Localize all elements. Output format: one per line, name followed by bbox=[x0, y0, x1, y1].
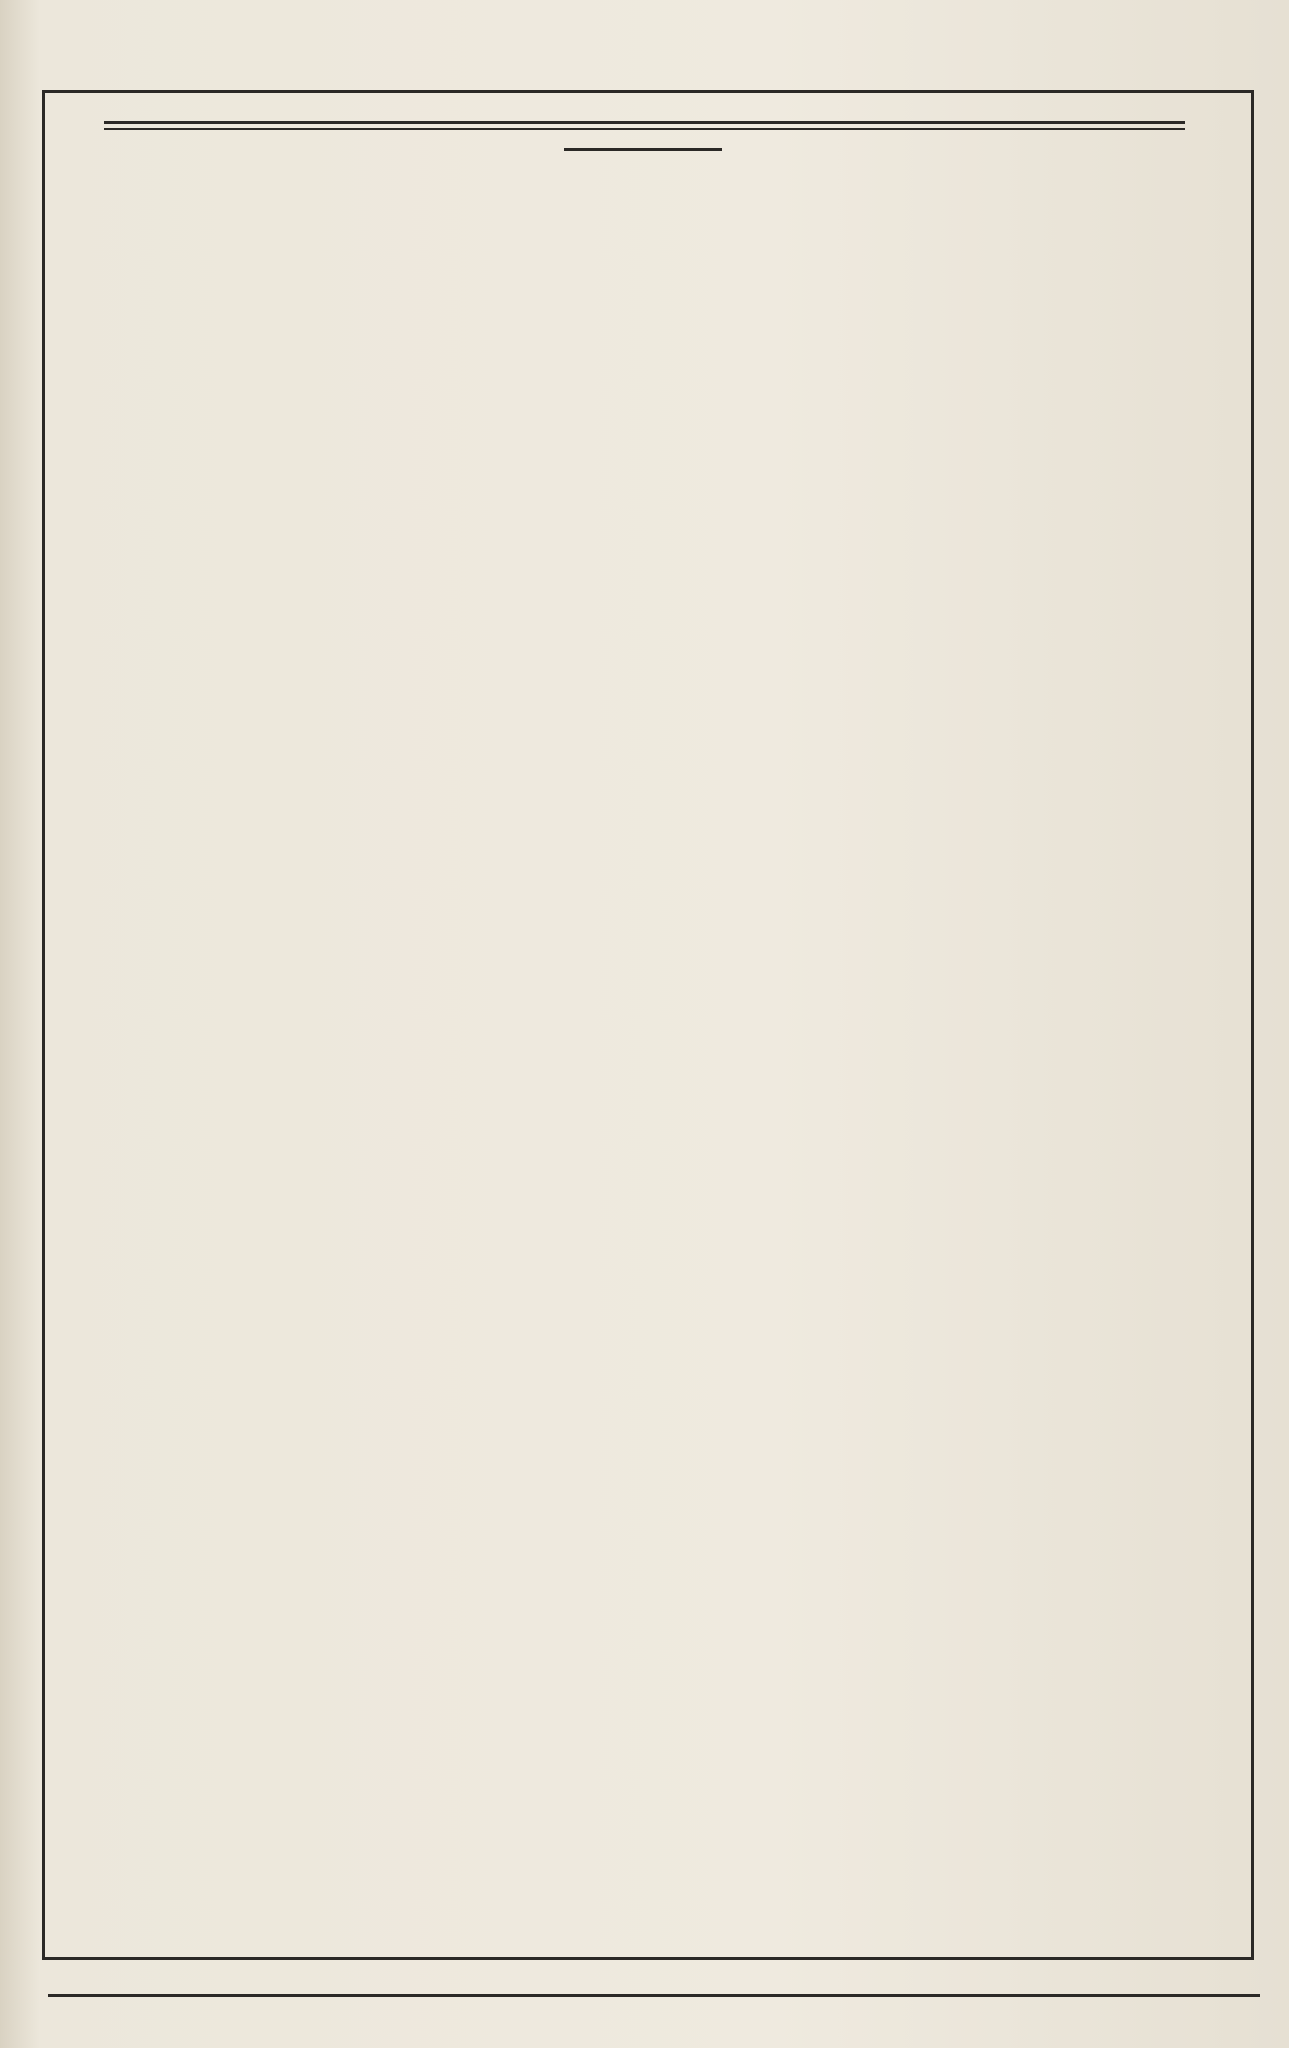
page-content bbox=[100, 105, 1185, 151]
double-divider bbox=[104, 121, 1185, 130]
bottom-rule bbox=[48, 1994, 1260, 1997]
title-underline bbox=[564, 148, 722, 151]
page-frame bbox=[42, 90, 1254, 1960]
